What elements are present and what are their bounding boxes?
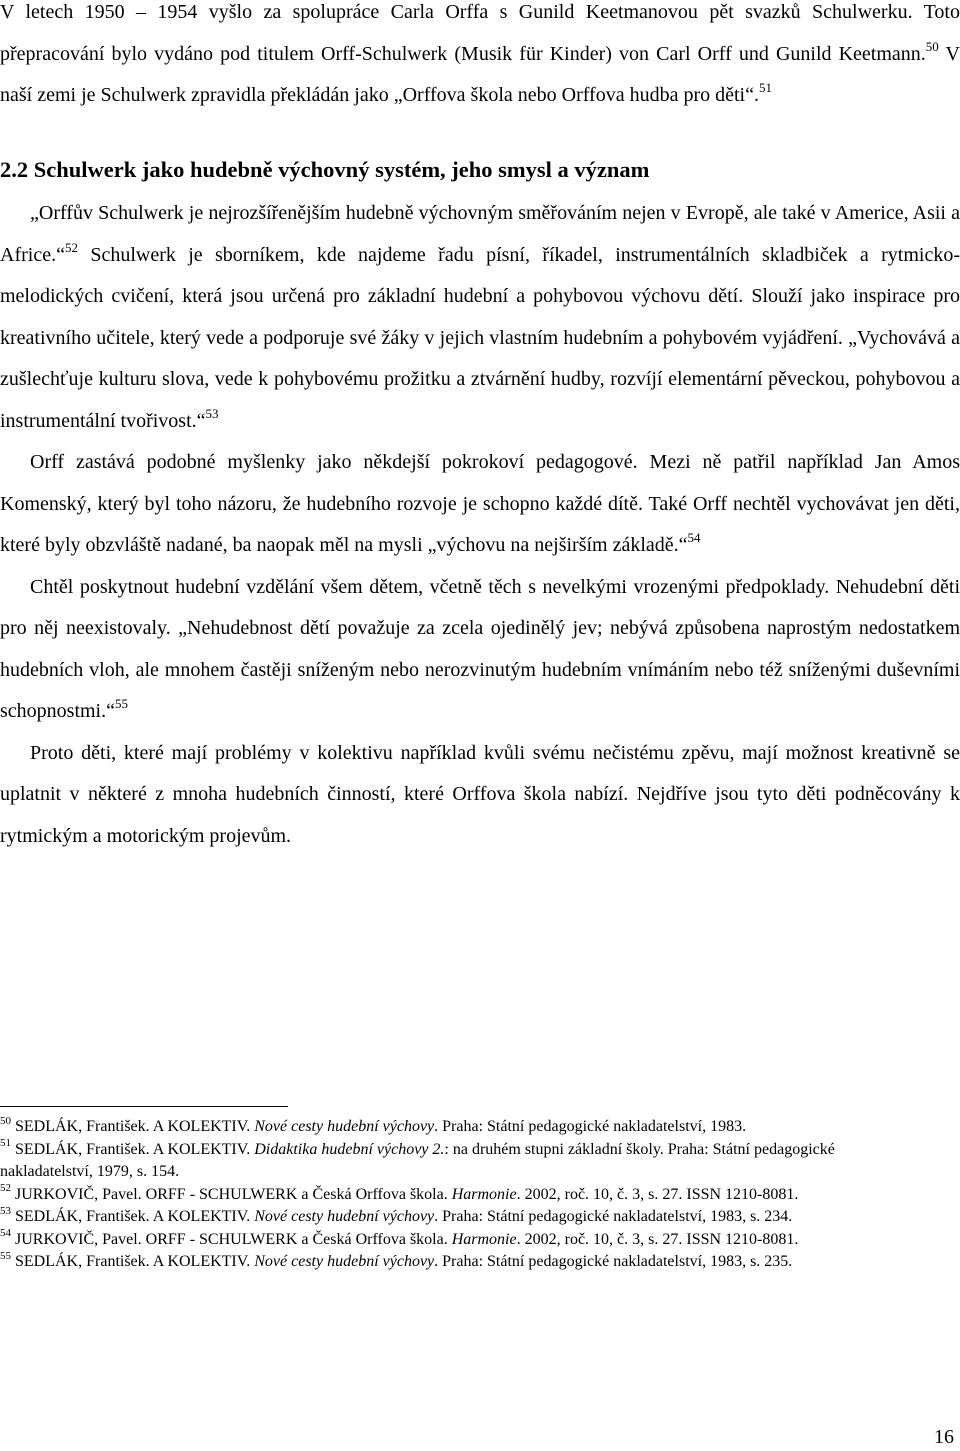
footnote-title: Nové cesty hudební výchovy — [254, 1253, 435, 1270]
footnote-text: JURKOVIČ, Pavel. ORFF - SCHULWERK a Česká Orffova škola. — [11, 1230, 452, 1248]
footnote-text: JURKOVIČ, Pavel. ORFF - SCHULWERK a Česká Orffova škola. — [11, 1185, 452, 1203]
footnote-number: 53 — [0, 1204, 11, 1217]
footnote-title: Didaktika hudební výchovy 2. — [254, 1140, 445, 1158]
footnote-text: . Praha: Státní pedagogické nakladatelství, 1983. — [434, 1118, 747, 1135]
footnote-ref[interactable]: 53 — [205, 405, 219, 421]
footnote-ref[interactable]: 54 — [687, 530, 701, 546]
footnote-text: : na druhém stupni základní školy. Praha: Státní pedagogické nakladatelství, 1979, s. 154. — [0, 1140, 835, 1180]
page-number: 16 — [934, 1426, 954, 1448]
intro-paragraph — [0, 0, 960, 117]
footnote-item — [0, 1229, 860, 1252]
footnote-text: SEDLÁK, František. A KOLEKTIV. — [11, 1208, 255, 1225]
footnote-number: 50 — [0, 1114, 11, 1127]
footnote-item — [0, 1116, 860, 1139]
footnote-text: SEDLÁK, František. A KOLEKTIV. — [11, 1140, 255, 1158]
footnote-text: . 2002, roč. 10, č. 3, s. 27. ISSN 1210-8081. — [516, 1230, 799, 1248]
paragraph-text: Schulwerk je sborníkem, kde najdeme řadu písní, říkadel, instrumentálních skladbiček a rytmicko-melodických cvičení, která jsou určená pro základní hudební a pohybovou výchovu dětí. Slouží jako inspirace pro kreativního učitele, který vede a podporuje své žáky v jejich vlastním hudebním a pohybovém vyjádření. „Vychovává a zušlechťuje kulturu slova, vede k pohybovému prožitku a ztvárnění hudby, rozvíjí elementární pěveckou, pohybovou a instrumentální tvořivost.“ — [0, 243, 960, 432]
footnote-title: Harmonie — [451, 1185, 517, 1203]
footnote-number: 52 — [0, 1182, 11, 1195]
footnote-text: . Praha: Státní pedagogické nakladatelství, 1983, s. 235. — [434, 1253, 793, 1270]
intro-text-2: V naší zemi je Schulwerk zpravidla překládán jako „Orffova škola nebo Orffova hudba pro děti“. — [0, 42, 960, 106]
paragraph-text: „Orffův Schulwerk je nejrozšířenějším hudebně výchovným směřováním nejen v Evropě, ale také v Americe, Asii a Africe.“ — [0, 202, 960, 266]
footnote-text: . 2002, roč. 10, č. 3, s. 27. ISSN 1210-8081. — [516, 1185, 799, 1203]
footnote-text: SEDLÁK, František. A KOLEKTIV. — [11, 1118, 255, 1135]
paragraph-1 — [0, 193, 960, 442]
footnotes — [0, 1116, 860, 1274]
footnote-number: 54 — [0, 1227, 11, 1240]
footnote-divider — [0, 1106, 288, 1107]
paragraph-text: Proto děti, které mají problémy v kolektivu například kvůli svému nečistému zpěvu, mají možnost kreativně se uplatnit v některé z mnoha hudebních činností, které Orffova škola nabízí. Nejdříve jsou tyto děti podněcovány k rytmickým a motorickým projevům. — [0, 741, 960, 847]
footnote-number: 51 — [0, 1137, 11, 1150]
footnote-title: Nové cesty hudební výchovy — [254, 1208, 435, 1225]
footnote-text: SEDLÁK, František. A KOLEKTIV. — [11, 1253, 255, 1270]
paragraph-text: Chtěl poskytnout hudební vzdělání všem dětem, včetně těch s nevelkými vrozenými předpoklady. Nehudební děti pro něj neexistovaly. „Nehudebnost dětí považuje za zcela ojedinělý jev; nebývá způsobena naprostým nedostatkem hudebních vloh, ale mnohem častěji sníženým nebo nerozvinutým hudebním vnímáním nebo též sníženými duševními schopnostmi.“ — [0, 575, 960, 722]
footnote-item — [0, 1206, 860, 1229]
footnote-item — [0, 1184, 860, 1207]
footnote-ref[interactable]: 52 — [64, 239, 78, 255]
footnote-title: Harmonie — [451, 1230, 517, 1248]
footnote-number: 55 — [0, 1249, 11, 1262]
paragraph-text: Orff zastává podobné myšlenky jako někdejší pokrokoví pedagogové. Mezi ně patřil například Jan Amos Komenský, který byl toho názoru, že hudebního rozvoje je schopno každé dítě. Také Orff nechtěl vychovávat jen děti, které byly obzvláště nadané, ba naopak měl na mysli „výchovu na nejširším základě.“ — [0, 451, 960, 556]
footnote-text: . Praha: Státní pedagogické nakladatelství, 1983, s. 234. — [434, 1208, 793, 1225]
footnote-ref[interactable]: 50 — [925, 38, 939, 54]
footnote-title: Nové cesty hudební výchovy — [254, 1118, 435, 1135]
footnote-ref[interactable]: 55 — [115, 696, 128, 712]
paragraph-3 — [0, 567, 960, 733]
footnote-ref[interactable]: 51 — [759, 80, 772, 96]
paragraph-4 — [0, 733, 960, 858]
intro-text-1: V letech 1950 – 1954 vyšlo za spolupráce Carla Orffa s Gunild Keetmanovou pět svazků Schulwerku. Toto přepracování bylo vydáno pod titulem Orff-Schulwerk (Musik für Kinder) von Carl Orff und Gunild Keetmann. — [0, 1, 960, 65]
paragraph-2 — [0, 442, 960, 567]
footnote-item — [0, 1139, 860, 1184]
section-heading: 2.2 Schulwerk jako hudebně výchovný systém, jeho smysl a význam — [0, 156, 650, 182]
footnote-item — [0, 1251, 860, 1274]
